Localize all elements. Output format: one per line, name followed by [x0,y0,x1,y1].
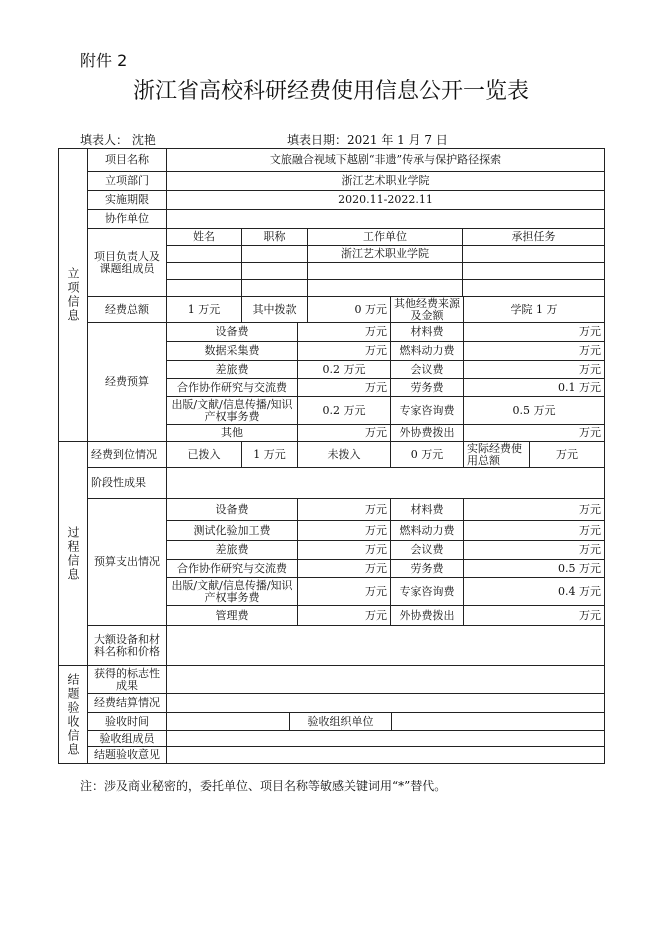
total-label: 经费总额 [87,296,167,323]
large-items-label: 大额设备和材料名称和价格 [87,625,167,666]
period-value: 2020.11-2022.11 [166,190,605,210]
spend-label: 预算支出情况 [87,498,167,626]
fill-date: 填表日期：2021 年 1 月 7 日 [287,133,448,147]
member-header: 职称 [241,228,308,246]
partner-label: 协作单位 [87,209,167,229]
spend-item: 材料费 [390,498,464,521]
member-cell: 浙江艺术职业学院 [307,245,463,263]
section-setup: 立项信息 [58,148,88,442]
arrival-label: 经费到位情况 [87,441,167,468]
acceptance-time-label: 验收时间 [87,712,167,731]
spend-item: 专家咨询费 [390,577,464,606]
budget-item: 合作协作研究与交流费 [166,378,298,397]
budget-item: 其他 [166,424,298,442]
attachment-label: 附件 2 [80,51,128,70]
member-cell [462,279,605,297]
budget-value: 万元 [463,360,605,379]
spend-item: 设备费 [166,498,298,521]
acceptance-org-value [391,712,605,731]
spend-value: 万元 [297,577,391,606]
dept-value: 浙江艺术职业学院 [166,171,605,191]
project-name-label: 项目名称 [87,148,167,172]
acceptance-members-value [166,730,605,747]
budget-item: 设备费 [166,322,298,342]
member-cell [166,262,242,280]
received-value: 1 万元 [241,441,298,468]
spend-value: 0.4 万元 [463,577,605,606]
spend-value: 万元 [297,540,391,560]
budget-item: 劳务费 [390,378,464,397]
budget-item: 数据采集费 [166,341,298,361]
large-items-value [166,625,605,666]
spend-value: 万元 [297,605,391,626]
acceptance-opinion-value [166,746,605,764]
section-process: 过程信息 [58,441,88,666]
budget-value: 万元 [297,424,391,442]
budget-value: 万元 [463,424,605,442]
member-cell [241,279,308,297]
spend-item: 测试化验加工费 [166,520,298,541]
results-label: 获得的标志性成果 [87,665,167,694]
allocated-label: 其中拨款 [241,296,308,323]
acceptance-opinion-label: 结题验收意见 [87,746,167,764]
member-cell [462,245,605,263]
budget-value: 万元 [297,341,391,361]
budget-item: 燃料动力费 [390,341,464,361]
budget-value: 万元 [297,322,391,342]
budget-value: 0.5 万元 [463,396,605,425]
member-cell [166,245,242,263]
budget-value: 万元 [463,322,605,342]
spend-item: 劳务费 [390,559,464,578]
budget-item: 外协费拨出 [390,424,464,442]
member-cell [462,262,605,280]
pending-label: 未拨入 [297,441,391,468]
budget-label: 经费预算 [87,322,167,442]
budget-value: 0.1 万元 [463,378,605,397]
budget-value: 0.2 万元 [297,396,391,425]
partner-value [166,209,605,229]
dept-label: 立项部门 [87,171,167,191]
project-name-value: 文旅融合视域下越剧“非遗”传承与保护路径探索 [166,148,605,172]
pending-value: 0 万元 [390,441,464,468]
spend-value: 万元 [297,559,391,578]
spend-item: 管理费 [166,605,298,626]
member-header: 工作单位 [307,228,463,246]
spend-item: 差旅费 [166,540,298,560]
budget-value: 万元 [297,378,391,397]
settlement-value [166,693,605,713]
other-value: 学院 1 万 [463,296,605,323]
actual-value: 万元 [529,441,605,468]
spend-value: 万元 [297,498,391,521]
spend-value: 0.5 万元 [463,559,605,578]
total-value: 1 万元 [166,296,242,323]
budget-item: 专家咨询费 [390,396,464,425]
member-cell [241,262,308,280]
member-cell [307,279,463,297]
member-cell [166,279,242,297]
allocated-value: 0 万元 [307,296,391,323]
other-label: 其他经费来源及金额 [390,296,464,323]
budget-item: 差旅费 [166,360,298,379]
spend-item: 外协费拨出 [390,605,464,626]
acceptance-time-value [166,712,290,731]
members-label: 项目负责人及课题组成员 [87,228,167,297]
spend-value: 万元 [463,540,605,560]
page-title: 浙江省高校科研经费使用信息公开一览表 [132,79,529,104]
budget-value: 0.2 万元 [297,360,391,379]
spend-value: 万元 [463,498,605,521]
actual-label: 实际经费使用总额 [463,441,530,468]
budget-item: 会议费 [390,360,464,379]
acceptance-org-label: 验收组织单位 [289,712,392,731]
budget-value: 万元 [463,341,605,361]
spend-item: 合作协作研究与交流费 [166,559,298,578]
section-closing: 结题验收信息 [58,665,88,764]
spend-value: 万元 [463,520,605,541]
spend-item: 会议费 [390,540,464,560]
member-header: 姓名 [166,228,242,246]
budget-item: 材料费 [390,322,464,342]
stage-value [166,467,605,499]
received-label: 已拨入 [166,441,242,468]
spend-value: 万元 [297,520,391,541]
stage-label: 阶段性成果 [87,467,167,499]
spend-item: 出版/文献/信息传播/知识产权事务费 [166,577,298,606]
filler-name: 填表人： 沈艳 [80,133,156,147]
spend-value: 万元 [463,605,605,626]
acceptance-members-label: 验收组成员 [87,730,167,747]
member-header: 承担任务 [462,228,605,246]
spend-item: 燃料动力费 [390,520,464,541]
member-cell [307,262,463,280]
results-value [166,665,605,694]
settlement-label: 经费结算情况 [87,693,167,713]
period-label: 实施期限 [87,190,167,210]
member-cell [241,245,308,263]
budget-item: 出版/文献/信息传播/知识产权事务费 [166,396,298,425]
footnote: 注：涉及商业秘密的，委托单位、项目名称等敏感关键词用“*”替代。 [80,779,447,793]
